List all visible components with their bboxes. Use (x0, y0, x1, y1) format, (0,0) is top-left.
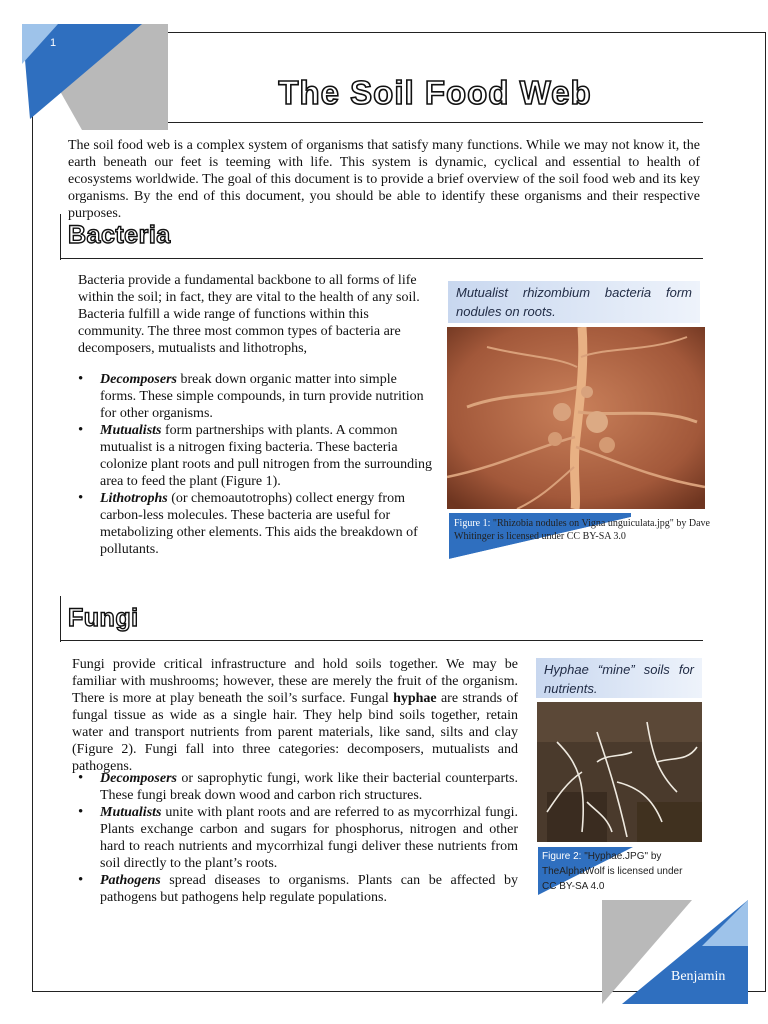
figure-2-label: Figure 2: (542, 851, 582, 862)
fungi-figure-caption: Hyphae “mine” soils for nutrients. (536, 658, 702, 698)
page-title: The Soil Food Web (278, 74, 592, 111)
bullet-term: Lithotrophs (100, 491, 168, 506)
bacteria-heading: Bacteria (68, 221, 171, 249)
bullet-text: form partnerships with plants. A common mutualist is a nitrogen fixing bacteria. These bacteria colonize plant roots and pull nitrogen from the surrounding area to feed the plant (Figure 1). (100, 423, 433, 489)
corner-decoration-bottom-right (602, 900, 748, 1004)
hyphae-photo (537, 702, 702, 842)
bacteria-heading-rule (60, 258, 703, 259)
corner-decoration-top-left (22, 24, 168, 130)
figure-1-label: Figure 1: (454, 518, 491, 529)
hyphae-term: hyphae (393, 691, 437, 706)
title-divider (168, 122, 703, 123)
rhizobia-nodules-photo (447, 327, 705, 509)
intro-paragraph: The soil food web is a complex system of organisms that satisfy many functions. While we may not know it, the earth beneath our feet is teeming with life. This system is dynamic, cyclical and essential to health of ecosystems worldwide. The goal of this document is to provide a brief overview of the soil food web and its key organisms. By the end of this document, you should be able to identify these organisms and their respective purposes. (68, 138, 700, 221)
fungi-heading-rule (60, 640, 703, 641)
fungi-paragraph-end: are strands of fungal tissue as wide as a single hair. They help bind soils together, retain water and transport nutrients from parent materials, like sand, silts and clay (Figure 2). Fungi fall into three categories: decomposers, mutualists and pathogens. (72, 691, 518, 774)
list-item (78, 804, 518, 872)
list-item (78, 371, 434, 422)
bacteria-figure-caption: Mutualist rhizombium bacteria form nodules on roots. (448, 281, 700, 323)
figure-1-credit (454, 517, 714, 543)
fungi-paragraph-start: Fungi provide critical infrastructure and hold soils together. We may be familiar with mushrooms; however, these are merely the fruit of the organism. There is more at play beneath the soil’s surface. Fungal (72, 657, 518, 706)
list-item (78, 490, 434, 558)
figure-2-credit (542, 849, 692, 894)
list-item (78, 872, 518, 906)
bullet-term: Mutualists (100, 805, 162, 820)
bullet-text: unite with plant roots and are referred to as mycorrhizal fungi. Plants exchange carbon and sugars for phosphorus, nitrogen and other hard to reach nutrients and mycorrhizal fungi deliver these nutrients from soil directly to the plant’s roots. (100, 805, 518, 871)
bullet-text: (or chemoautotrophs) collect energy from carbon-less molecules. These bacteria are useful for metabolizing other elements. This aids the breakdown of pollutants. (100, 491, 418, 557)
figure-1-credit-text: "Rhizobia nodules on Vigna unguiculata.jpg" by Dave Whitinger is licensed under CC BY-SA 3.0 (454, 518, 710, 542)
bullet-term: Decomposers (100, 372, 177, 387)
list-item (78, 422, 434, 490)
fungi-paragraph (72, 656, 518, 775)
bacteria-heading-bar (60, 214, 61, 260)
author-name: Benjamin (671, 969, 726, 984)
bacteria-paragraph: Bacteria provide a fundamental backbone to all forms of life within the soil; in fact, they are vital to the health of any soil. Bacteria fulfill a wide range of functions within this community. The three most common types of bacteria are decomposers, mutualists and lithotrophs, (78, 273, 420, 356)
fungi-heading-bar (60, 596, 61, 642)
bullet-text: break down organic matter into simple forms. These simple compounds, in turn provide nutrition for other organisms. (100, 372, 424, 421)
bullet-term: Pathogens (100, 873, 161, 888)
bullet-term: Decomposers (100, 771, 177, 786)
fungi-list (78, 770, 518, 906)
bullet-term: Mutualists (100, 423, 162, 438)
bacteria-list (78, 371, 434, 558)
figure-2-credit-text: "Hyphae.JPG" by TheAlphaWolf is licensed under CC BY-SA 4.0 (542, 851, 683, 892)
bullet-text: or saprophytic fungi, work like their bacterial counterparts. These fungi break down wood and carbon rich structures. (100, 771, 518, 803)
page-number: 1 (50, 37, 57, 49)
list-item (78, 770, 518, 804)
bullet-text: spread diseases to organisms. Plants can be affected by pathogens but pathogens help regulate populations. (100, 873, 518, 905)
fungi-heading: Fungi (68, 604, 139, 632)
